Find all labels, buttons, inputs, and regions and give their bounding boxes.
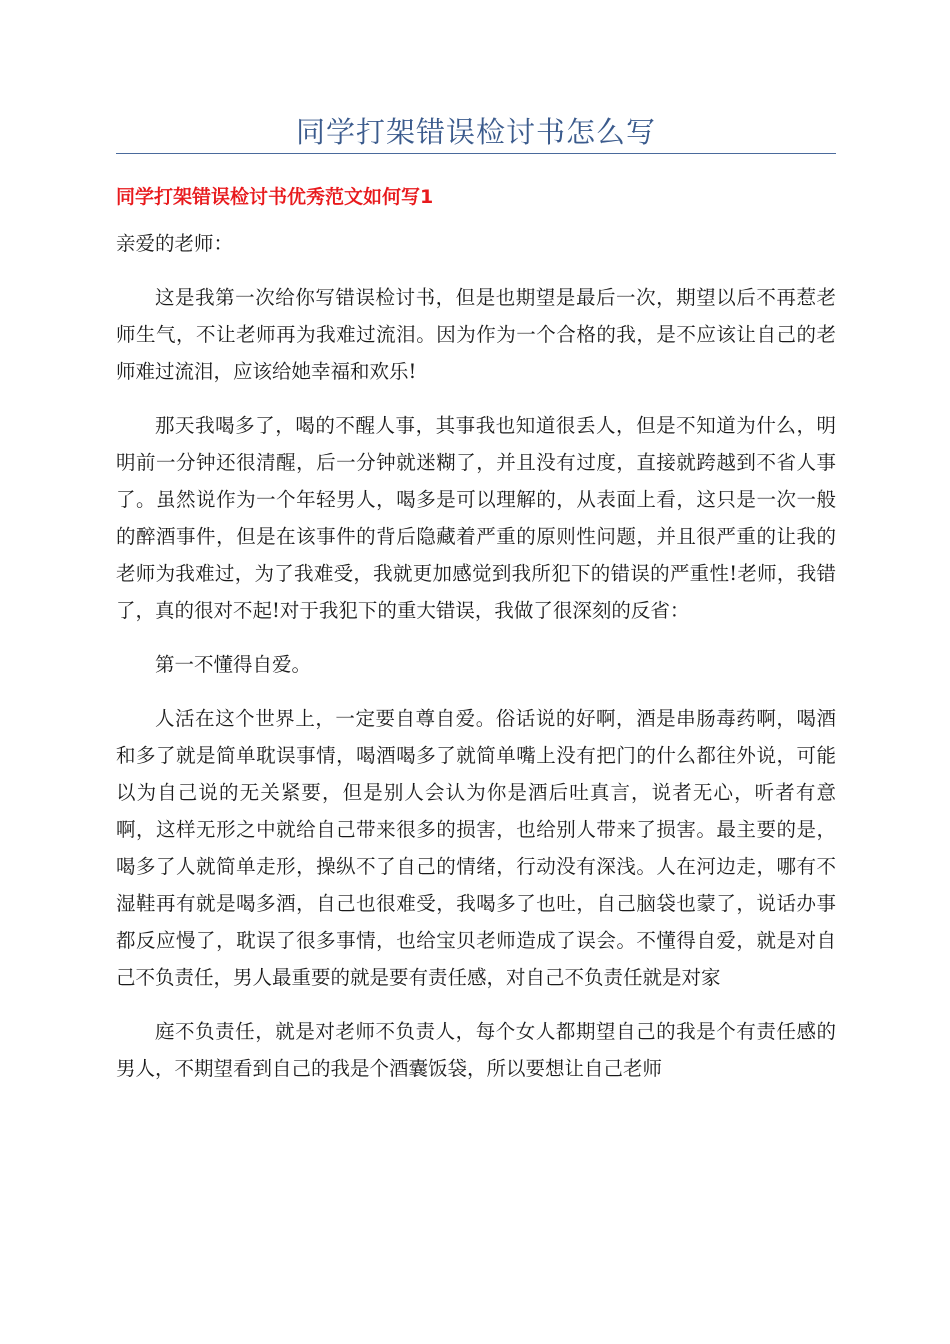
paragraph-3: 第一不懂得自爱。: [155, 653, 312, 676]
paragraph-1: 这是我第一次给你写错误检讨书，但是也期望是最后一次，期望以后不再惹老师生气，不让老师再为我难过流泪。因为作为一个合格的我，是不应该让自己的老师难过流泪，应该给她幸福和欢乐!: [116, 286, 836, 383]
paragraph-4: 人活在这个世界上，一定要自尊自爱。俗话说的好啊，酒是串肠毒药啊，喝酒和多了就是简单耽误事情，喝酒喝多了就简单嘴上没有把门的什么都往外说，可能以为自己说的无关紧要，但是别人会认为你是酒后吐真言，说者无心，听者有意啊，这样无形之中就给自己带来很多的损害，也给别人带来了损害。最主要的是，喝多了人就简单走形，操纵不了自己的情绪，行动没有深浅。人在河边走，哪有不湿鞋再有就是喝多酒，自己也很难受，我喝多了也吐，自己脑袋也蒙了，说话办事都反应慢了，耽误了很多事情，也给宝贝老师造成了误会。不懂得自爱，就是对自己不负责任，男人最重要的就是要有责任感，对自己不负责任就是对家: [116, 707, 836, 989]
greeting: 亲爱的老师：: [116, 232, 234, 255]
paragraph-5: 庭不负责任，就是对老师不负责人，每个女人都期望自己的我是个有责任感的男人，不期望看到自己的我是个酒囊饭袋，所以要想让自己老师: [116, 1020, 836, 1080]
title-divider: [116, 153, 836, 154]
paragraph-2: 那天我喝多了，喝的不醒人事，其事我也知道很丢人，但是不知道为什么，明明前一分钟还很清醒，后一分钟就迷糊了，并且没有过度，直接就跨越到不省人事了。虽然说作为一个年轻男人，喝多是可以理解的，从表面上看，这只是一次一般的醉酒事件，但是在该事件的背后隐藏着严重的原则性问题，并且很严重的让我的老师为我难过，为了我难受，我就更加感觉到我所犯下的错误的严重性!老师，我错了，真的很对不起!对于我犯下的重大错误，我做了很深刻的反省：: [116, 414, 836, 622]
body-text: [116, 225, 836, 1104]
document-title: 同学打架错误检讨书怎么写: [295, 115, 656, 149]
section-heading: 同学打架错误检讨书优秀范文如何写1: [116, 186, 434, 208]
